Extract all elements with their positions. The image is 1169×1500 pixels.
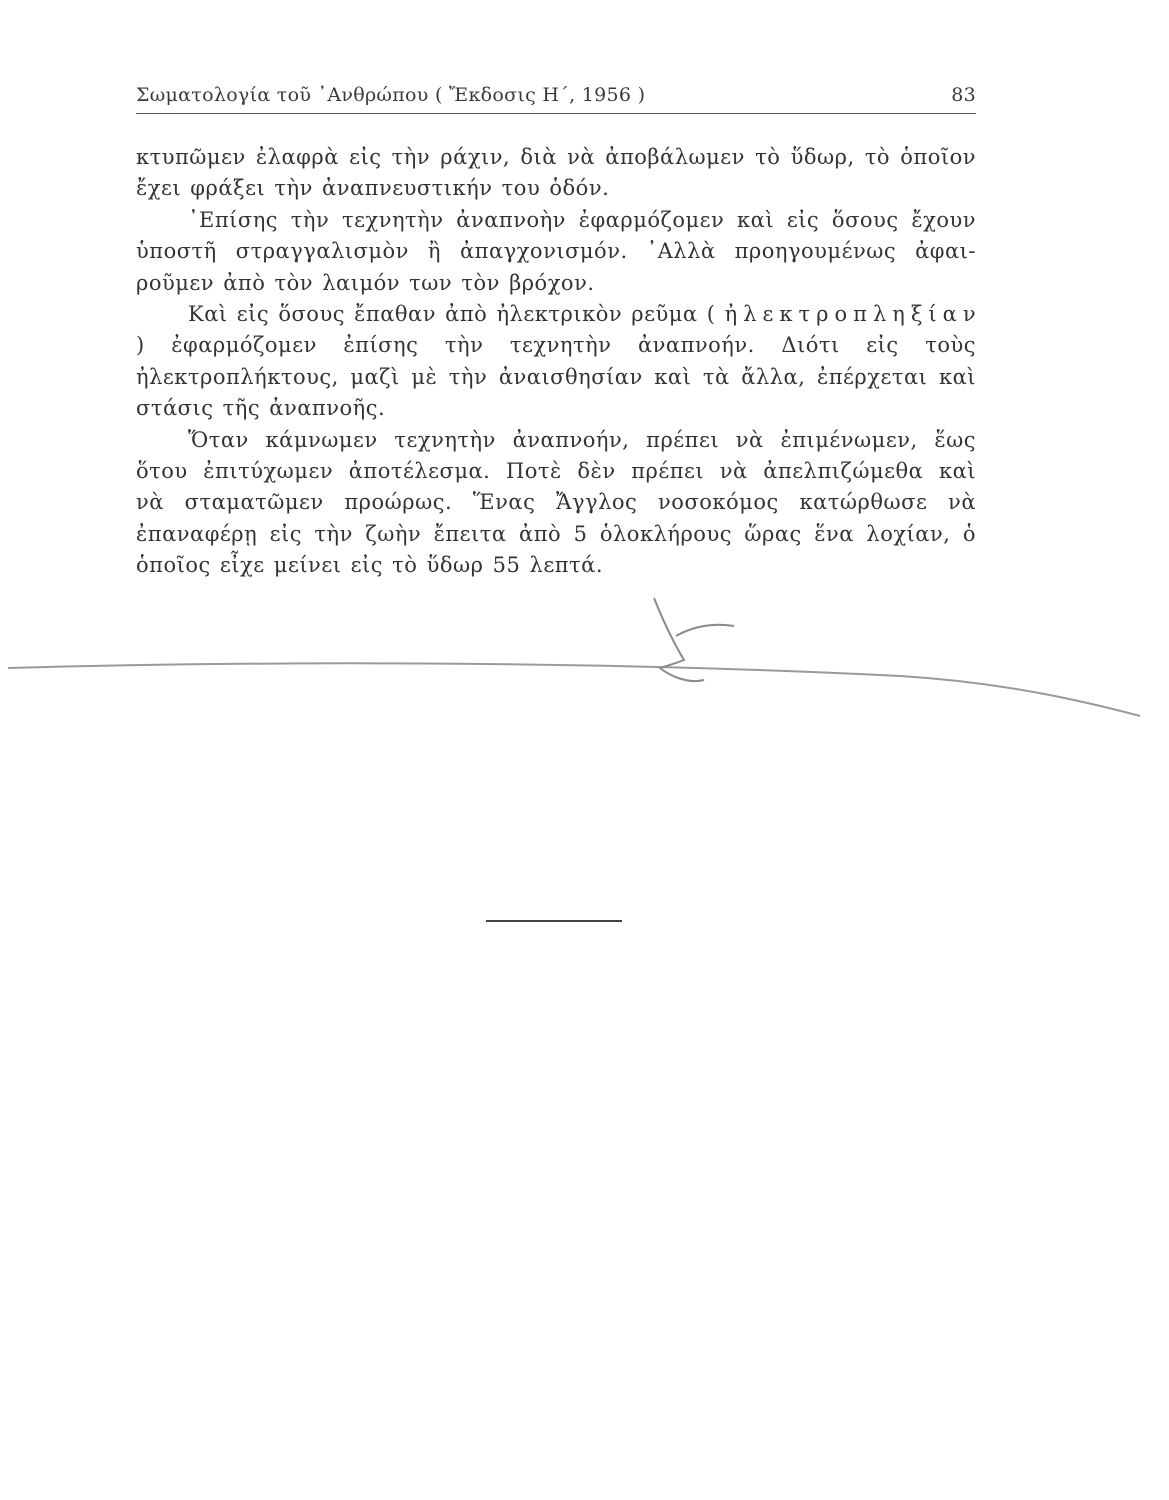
text-line: ὅτου ἐπιτύχωμεν ἀποτέλεσμα. Ποτὲ δὲν πρέπει νὰ ἀπελπιζώμεθα καὶ xyxy=(136,458,976,483)
text-fragment: Καὶ εἰς ὅσους ἔπαθαν ἀπὸ ἠλεκτρικὸν ρεῦμα ( xyxy=(188,301,716,326)
page-number: 83 xyxy=(951,84,976,106)
spaced-term: ἠλεκτροπληξίαν xyxy=(724,301,982,326)
text-line: νὰ σταματῶμεν προώρως. Ἕνας Ἄγγλος νοσοκόμος κατώρθωσε νὰ xyxy=(136,490,976,515)
text-line: ὑποστῆ στραγγαλισμὸν ἢ ἀπαγχονισμόν. ᾿Αλλὰ προηγουμένως ἀφαι- xyxy=(136,239,976,264)
text-line: ὁποῖος εἶχε μείνει εἰς τὸ ὕδωρ 55 λεπτά. xyxy=(136,553,604,578)
paragraph-start-line: ᾿Επίσης τὴν τεχνητὴν ἀναπνοὴν ἐφαρμόζομεν καὶ εἰς ὅσους ἔχουν xyxy=(188,207,976,232)
text-line: ) ἐφαρμόζομεν ἐπίσης τὴν τεχνητὴν ἀναπνοήν. Διότι εἰς τοὺς xyxy=(136,333,976,358)
text-line: στάσις τῆς ἀναπνοῆς. xyxy=(136,396,386,421)
pen-stroke-line xyxy=(8,663,1140,716)
paragraph-start-line: Ὅταν κάμνωμεν τεχνητὴν ἀναπνοήν, πρέπει νὰ ἐπιμένωμεν, ἕως xyxy=(188,427,976,452)
text-line: ἠλεκτροπλήκτους, μαζὶ μὲ τὴν ἀναισθησίαν καὶ τὰ ἄλλα, ἐπέρχεται καὶ xyxy=(136,364,976,389)
text-line: ἐπαναφέρῃ εἰς τὴν ζωὴν ἔπειτα ἀπὸ 5 ὁλοκλήρους ὥρας ἕνα λοχίαν, ὁ xyxy=(136,521,976,546)
text-line: κτυπῶμεν ἐλαφρὰ εἰς τὴν ράχιν, διὰ νὰ ἀποβάλωμεν τὸ ὕδωρ, τὸ ὁποῖον xyxy=(136,145,976,169)
section-end-rule xyxy=(486,920,622,922)
text-line: ροῦμεν ἀπὸ τὸν λαιμόν των τὸν βρόχον. xyxy=(136,270,595,295)
header-title: Σωματολογία τοῦ ᾿Ανθρώπου ( Ἔκδοσις Η΄, 1956 ) xyxy=(136,84,646,106)
handwritten-mark xyxy=(676,625,734,636)
text-line: ἔχει φράξει τὴν ἀναπνευστικήν του ὁδόν. xyxy=(136,176,610,201)
